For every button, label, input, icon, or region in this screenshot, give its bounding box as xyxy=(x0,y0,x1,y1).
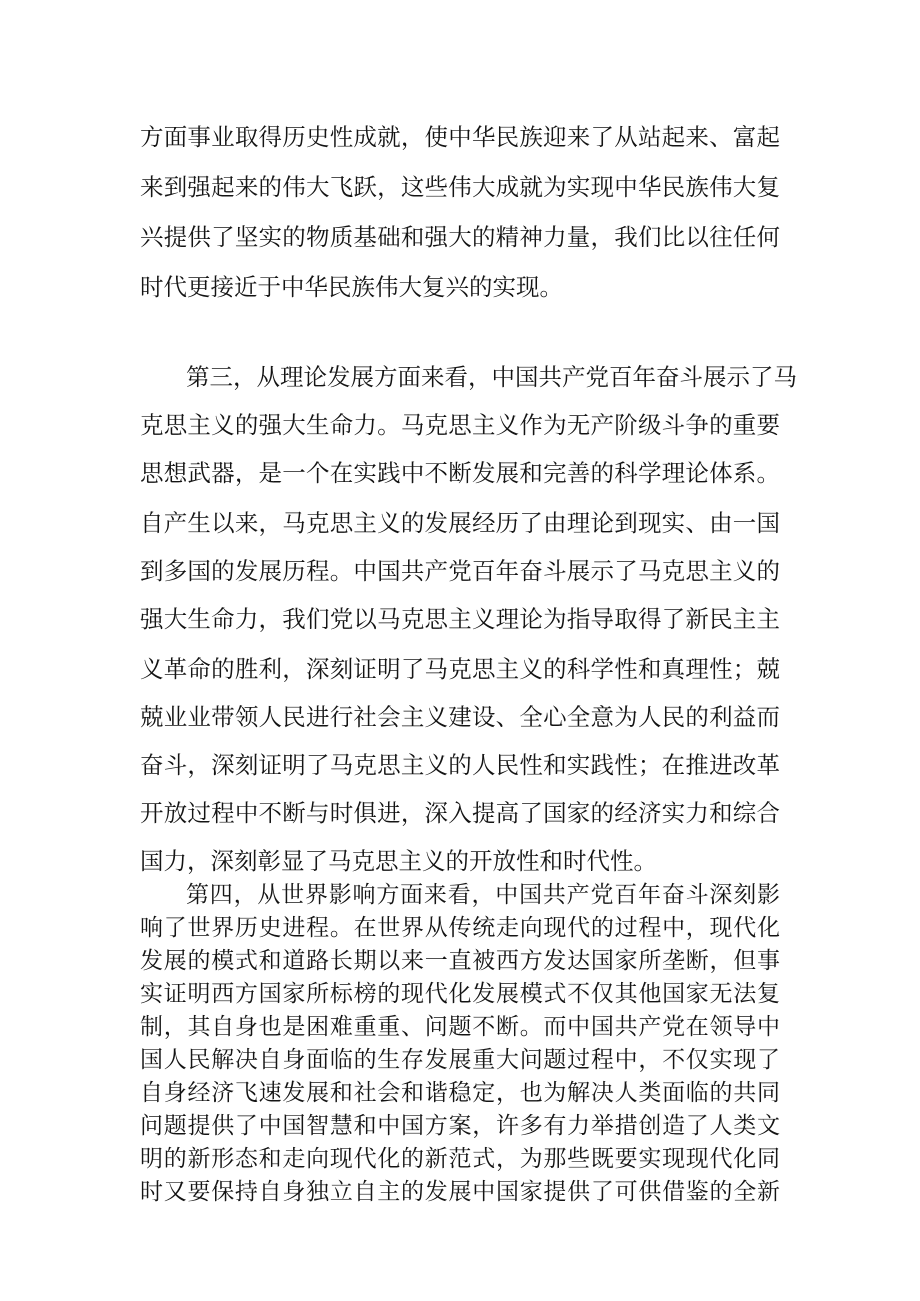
paragraph-line: 自产生以来，马克思主义的发展经历了由理论到现实、由一国 xyxy=(140,509,780,537)
paragraph-line: 国力，深刻彰显了马克思主义的开放性和时代性。 xyxy=(140,847,657,875)
paragraph-line: 思想武器，是一个在实践中不断发展和完善的科学理论体系。 xyxy=(140,459,780,487)
paragraph-line: 第三，从理论发展方面来看，中国共产党百年奋斗展示了马 xyxy=(186,363,797,391)
paragraph-line: 方面事业取得历史性成就，使中华民族迎来了从站起来、富起 xyxy=(140,123,780,151)
paragraph-line: 时代更接近于中华民族伟大复兴的实现。 xyxy=(140,273,563,301)
paragraph-line: 克思主义的强大生命力。马克思主义作为无产阶级斗争的重要 xyxy=(140,411,780,439)
paragraph-line: 时又要保持自身独立自主的发展中国家提供了可供借鉴的全新 xyxy=(140,1179,780,1205)
paragraph-line: 问题提供了中国智慧和中国方案，许多有力举措创造了人类文 xyxy=(140,1113,780,1139)
paragraph-line: 发展的模式和道路长期以来一直被西方发达国家所垄断，但事 xyxy=(140,948,780,974)
paragraph-line: 响了世界历史进程。在世界从传统走向现代的过程中，现代化 xyxy=(140,915,780,941)
paragraph-line: 制，其自身也是困难重重、问题不断。而中国共产党在领导中 xyxy=(140,1014,780,1040)
paragraph-line: 强大生命力，我们党以马克思主义理论为指导取得了新民主主 xyxy=(140,605,780,633)
paragraph-line: 来到强起来的伟大飞跃，这些伟大成就为实现中华民族伟大复 xyxy=(140,173,780,201)
paragraph-line: 奋斗，深刻证明了马克思主义的人民性和实践性；在推进改革 xyxy=(140,751,780,779)
paragraph-line: 自身经济飞速发展和社会和谐稳定，也为解决人类面临的共同 xyxy=(140,1080,780,1106)
paragraph-line: 义革命的胜利，深刻证明了马克思主义的科学性和真理性；兢 xyxy=(140,655,780,683)
paragraph-line: 实证明西方国家所标榜的现代化发展模式不仅其他国家无法复 xyxy=(140,981,780,1007)
paragraph-line: 兴提供了坚实的物质基础和强大的精神力量，我们比以往任何 xyxy=(140,223,780,251)
paragraph-line: 兢业业带领人民进行社会主义建设、全心全意为人民的利益而 xyxy=(140,703,780,731)
paragraph-line: 国人民解决自身面临的生存发展重大问题过程中，不仅实现了 xyxy=(140,1047,780,1073)
paragraph-line: 开放过程中不断与时俱进，深入提高了国家的经济实力和综合 xyxy=(140,799,780,827)
paragraph-line: 到多国的发展历程。中国共产党百年奋斗展示了马克思主义的 xyxy=(140,557,780,585)
paragraph-line: 第四，从世界影响方面来看，中国共产党百年奋斗深刻影 xyxy=(186,882,780,908)
paragraph-line: 明的新形态和走向现代化的新范式，为那些既要实现现代化同 xyxy=(140,1146,780,1172)
